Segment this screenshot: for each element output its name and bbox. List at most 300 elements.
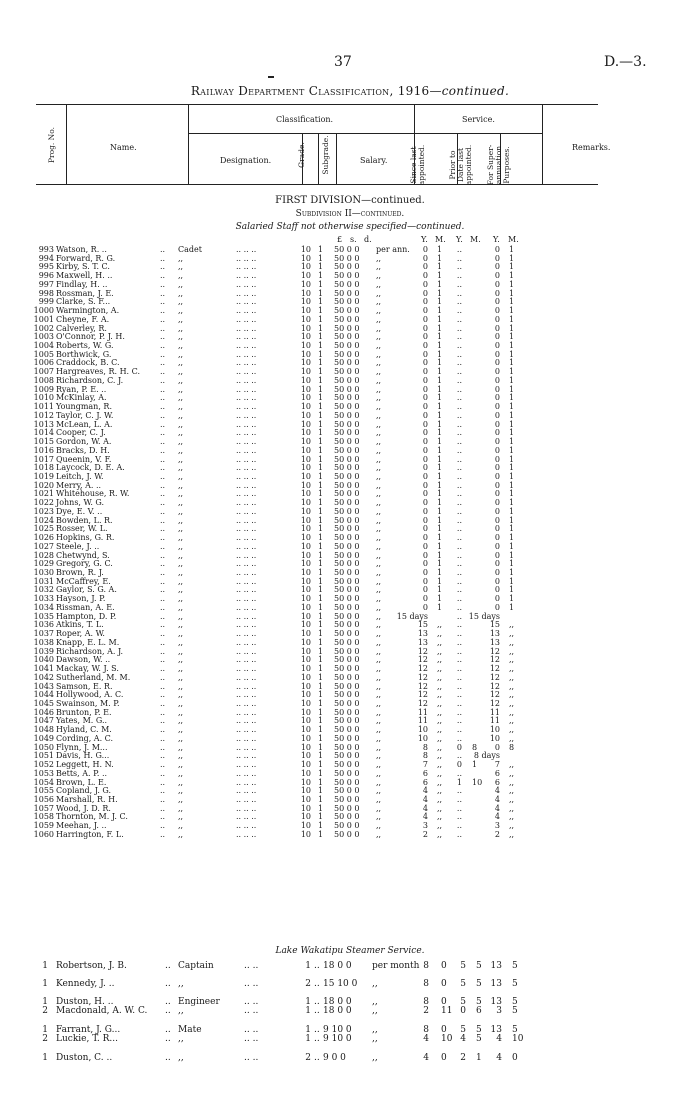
table-row — [0, 831, 700, 839]
unit-shillings: s. — [350, 235, 357, 244]
since-months: ,, — [437, 629, 443, 639]
name: Findlay, H. .. — [56, 279, 108, 289]
grade: 10 — [300, 716, 311, 726]
prog-no: 1049 — [33, 733, 54, 743]
grade: 10 — [300, 672, 311, 682]
super-months: ,, — [509, 777, 515, 787]
running-title-continued: —continued. — [429, 84, 510, 98]
prior-years: .. — [456, 568, 462, 577]
leader-dots: .. .. .. — [236, 576, 257, 586]
since-years: 0 — [422, 463, 428, 473]
since-years: 4 — [423, 1034, 429, 1044]
leader-dots: .. .. .. — [236, 471, 257, 481]
prior-years: .. — [456, 402, 462, 412]
leader-dots: .. .. .. — [236, 332, 257, 342]
designation: ,, — [178, 602, 184, 612]
name: Forward, R. G. — [56, 253, 116, 263]
table-row — [0, 412, 700, 420]
subgrade: 1 — [318, 602, 324, 612]
super-years: 0 — [494, 314, 500, 324]
leader-dots: .. — [160, 262, 166, 272]
prior-months: 8 — [472, 742, 478, 752]
salary-period: ,, — [376, 829, 382, 839]
table-row — [0, 342, 700, 350]
prior-years: .. — [456, 716, 462, 726]
name: Thornton, M. J. C. — [56, 812, 128, 822]
since-months: 1 — [437, 576, 443, 586]
super-months: 1 — [509, 253, 515, 263]
designation: ,, — [178, 533, 184, 543]
prior-years: .. — [456, 821, 462, 831]
name: Cording, A. C. — [56, 733, 114, 743]
salary: 50 0 0 — [334, 515, 360, 525]
since-years: 0 — [422, 568, 428, 577]
leader-dots: .. — [160, 803, 166, 813]
leader-dots: .. .. .. — [236, 306, 257, 316]
super-months: 1 — [509, 332, 515, 342]
designation: ,, — [178, 271, 184, 281]
salary: 9 10 0 — [323, 1025, 352, 1035]
grade: 10 — [300, 489, 311, 499]
super-months: 1 — [509, 384, 515, 394]
leader-dots: .. — [160, 751, 166, 761]
title-ornament — [268, 76, 274, 78]
subgrade: 1 — [318, 637, 324, 647]
grade: 10 — [300, 646, 311, 656]
leader-dots: .. .. .. — [236, 559, 257, 569]
designation: ,, — [178, 367, 184, 377]
salary: 50 0 0 — [334, 698, 360, 708]
prog-no: 1016 — [33, 445, 54, 455]
prior-years: .. — [456, 602, 462, 612]
since-months: 1 — [437, 332, 443, 342]
grade: 10 — [300, 384, 311, 394]
leader-dots: .. — [160, 681, 166, 691]
leader-dots: .. — [160, 533, 166, 543]
name: Mackay, W. J. S. — [56, 664, 119, 674]
subgrade: 1 — [318, 367, 324, 377]
since-months: ,, — [437, 794, 443, 804]
grade: 10 — [300, 611, 311, 621]
leader-dots: .. — [160, 524, 166, 534]
salary-period: ,, — [376, 297, 382, 307]
leader-dots: .. — [160, 541, 166, 551]
since-years: 2 — [422, 829, 428, 839]
prior-years: .. — [456, 707, 462, 717]
salary: 50 0 0 — [334, 786, 360, 796]
since-years: 12 — [417, 664, 428, 674]
salary-period: ,, — [376, 375, 382, 385]
leader-dots: .. .. .. — [236, 279, 257, 289]
designation: Mate — [178, 1025, 202, 1035]
salary: 50 0 0 — [334, 725, 360, 735]
grade: 2 — [305, 1053, 311, 1063]
super-years: 12 — [489, 698, 500, 708]
prior-years: 0 — [460, 1006, 466, 1016]
salary-period: ,, — [376, 629, 382, 639]
service-subrule — [414, 133, 542, 134]
subgrade: 1 — [318, 760, 324, 770]
super-months: ,, — [509, 716, 515, 726]
prior-months: 10 — [472, 777, 483, 787]
prior-years: .. — [456, 393, 462, 403]
leader-dots: .. .. — [244, 979, 259, 989]
name: Borthwick, G. — [56, 349, 112, 359]
name: Brown, L. E. — [56, 777, 107, 787]
designation: ,, — [178, 349, 184, 359]
prior-years: .. — [456, 829, 462, 839]
subgrade: 1 — [318, 314, 324, 324]
prog-no: 1018 — [33, 463, 54, 473]
table-row — [0, 595, 700, 603]
name: Chetwynd, S. — [56, 550, 110, 560]
designation: ,, — [178, 253, 184, 263]
since-months: 1 — [437, 602, 443, 612]
super-months: 8 — [509, 742, 515, 752]
name: Merry, A. .. — [56, 480, 102, 490]
super-months: 0 — [512, 1053, 518, 1063]
super-years: 0 — [494, 550, 500, 560]
designation: ,, — [178, 568, 184, 577]
salary: 50 0 0 — [334, 323, 360, 333]
salary-period: ,, — [376, 498, 382, 508]
since-months: 1 — [437, 533, 443, 543]
since-years: 7 — [422, 760, 428, 770]
leader-dots: .. — [160, 506, 166, 516]
super-months: ,, — [509, 664, 515, 674]
since-years: 0 — [422, 498, 428, 508]
salary: 50 0 0 — [334, 576, 360, 586]
grade: 10 — [300, 690, 311, 700]
prog-no: 1039 — [33, 646, 54, 656]
designation: ,, — [178, 262, 184, 272]
subgrade: 1 — [318, 559, 324, 569]
salary: 50 0 0 — [334, 777, 360, 787]
salary-period: ,, — [376, 690, 382, 700]
prog-no: 1034 — [33, 602, 54, 612]
leader-dots: .. .. .. — [236, 803, 257, 813]
leader-dots: .. — [160, 306, 166, 316]
name: Sutherland, M. M. — [56, 672, 131, 682]
salary-period: ,, — [372, 979, 378, 989]
subgrade: 1 — [318, 629, 324, 639]
super-years: 0 — [494, 568, 500, 577]
table-row — [0, 447, 700, 455]
leader-dots: .. — [160, 646, 166, 656]
since-years: 4 — [422, 794, 428, 804]
table-row — [0, 377, 700, 385]
name: Kirby, S. T. C. — [56, 262, 110, 272]
prior-years: .. — [456, 349, 462, 359]
super-months: 5 — [512, 961, 518, 971]
leader-dots: .. — [160, 698, 166, 708]
leader-dots: .. .. .. — [236, 480, 257, 490]
prior-years: .. — [456, 794, 462, 804]
col-rule-9 — [542, 104, 543, 184]
salary-period: ,, — [376, 463, 382, 473]
designation: ,, — [178, 480, 184, 490]
leader-dots: .. — [160, 471, 166, 481]
prior-years: .. — [456, 576, 462, 586]
leader-dots: .. .. .. — [236, 515, 257, 525]
since-years: 0 — [422, 367, 428, 377]
salary: 18 0 0 — [323, 961, 352, 971]
prior-years: .. — [456, 681, 462, 691]
super-years: 13 — [490, 1025, 502, 1035]
super-years: 4 — [494, 812, 500, 822]
since-months: ,, — [437, 803, 443, 813]
super-months: ,, — [509, 672, 515, 682]
salary-period: ,, — [376, 568, 382, 577]
grade: 10 — [300, 463, 311, 473]
leader-dots: .. — [160, 637, 166, 647]
salary: 50 0 0 — [334, 594, 360, 604]
grade: 10 — [300, 506, 311, 516]
leader-dots: .. — [165, 1006, 171, 1016]
grade: 10 — [300, 751, 311, 761]
since-months: 1 — [437, 341, 443, 351]
super-months: ,, — [509, 681, 515, 691]
designation: ,, — [178, 655, 184, 665]
designation: ,, — [178, 402, 184, 412]
table-row — [0, 639, 700, 647]
prior-years: .. — [456, 288, 462, 298]
salary: 50 0 0 — [334, 454, 360, 464]
salary: 50 0 0 — [334, 629, 360, 639]
leader-dots: .. — [160, 297, 166, 307]
name: Harrington, F. L. — [56, 829, 124, 839]
subgrade: 1 — [318, 803, 324, 813]
prior-months: 5 — [476, 997, 482, 1007]
since-months: 1 — [437, 541, 443, 551]
salary-period: ,, — [376, 279, 382, 289]
since-months: 1 — [437, 253, 443, 263]
prior-years: 2 — [460, 1053, 466, 1063]
subgrade: 1 — [318, 690, 324, 700]
leader-dots: .. .. .. — [236, 253, 257, 263]
prior-years: 5 — [460, 979, 466, 989]
prog-no: 1059 — [33, 821, 54, 831]
leader-dots: .. .. .. — [236, 498, 257, 508]
col-rule-5 — [336, 133, 337, 184]
salary-period: ,, — [376, 672, 382, 682]
salary: 50 0 0 — [334, 358, 360, 368]
prog-no: 1058 — [33, 812, 54, 822]
name: Richardson, C. J. — [56, 375, 124, 385]
since-months: 1 — [437, 358, 443, 368]
leader-dots: .. — [314, 961, 320, 971]
super-years: 0 — [494, 742, 500, 752]
name: Cooper, C. J. — [56, 428, 106, 438]
super-months: ,, — [509, 768, 515, 778]
prog-no: 1001 — [33, 314, 54, 324]
designation: ,, — [178, 428, 184, 438]
grade: 10 — [300, 253, 311, 263]
subgrade: 1 — [318, 480, 324, 490]
prog-no: 1029 — [33, 559, 54, 569]
super-years: 0 — [494, 253, 500, 263]
leader-dots: .. .. — [244, 1025, 259, 1035]
salary: 50 0 0 — [334, 393, 360, 403]
leader-dots: .. .. .. — [236, 384, 257, 394]
prog-no: 1003 — [33, 332, 54, 342]
header-classification: Classification. — [276, 115, 334, 124]
col-rule-4 — [318, 133, 319, 184]
prior-years: .. — [456, 585, 462, 595]
name: Farrant, J. G... — [56, 1025, 121, 1035]
super-months: ,, — [509, 829, 515, 839]
salary-period: ,, — [376, 550, 382, 560]
since-months: 1 — [437, 550, 443, 560]
grade: 10 — [300, 812, 311, 822]
prior-years: .. — [456, 786, 462, 796]
super-months: 1 — [509, 428, 515, 438]
leader-dots: .. — [160, 733, 166, 743]
since-months: 0 — [441, 1053, 447, 1063]
leader-dots: .. .. .. — [236, 794, 257, 804]
super-months: ,, — [509, 646, 515, 656]
prior-years: .. — [456, 419, 462, 429]
salary-period: ,, — [376, 402, 382, 412]
name: O'Connor, P. J. H. — [56, 332, 125, 342]
prog-no: 994 — [38, 253, 54, 263]
grade: 10 — [300, 777, 311, 787]
grade: 10 — [300, 297, 311, 307]
subgrade: 1 — [318, 245, 324, 254]
since-months: 0 — [441, 997, 447, 1007]
leader-dots: .. — [314, 1034, 320, 1044]
since-years: 0 — [422, 541, 428, 551]
subgrade: 1 — [318, 655, 324, 665]
designation: ,, — [178, 760, 184, 770]
salary: 50 0 0 — [334, 742, 360, 752]
salary: 50 0 0 — [334, 637, 360, 647]
super-years: 0 — [494, 594, 500, 604]
leader-dots: .. — [160, 279, 166, 289]
since-months: 1 — [437, 288, 443, 298]
subgrade: 1 — [318, 384, 324, 394]
prog-no: 1004 — [33, 341, 54, 351]
super-months: 1 — [509, 489, 515, 499]
salary-period: ,, — [376, 742, 382, 752]
salary: 50 0 0 — [334, 489, 360, 499]
leader-dots: .. — [160, 358, 166, 368]
since-months: 1 — [437, 384, 443, 394]
subgrade: 1 — [318, 262, 324, 272]
prog-no: 1048 — [33, 725, 54, 735]
name: Hopkins, G. R. — [56, 533, 115, 543]
leader-dots: .. — [160, 768, 166, 778]
prog-no: 1046 — [33, 707, 54, 717]
prog-no: 1054 — [33, 777, 54, 787]
designation: ,, — [178, 445, 184, 455]
since-years: 0 — [422, 245, 428, 254]
super-months: 1 — [509, 279, 515, 289]
super-months: ,, — [509, 620, 515, 630]
prior-years: .. — [456, 629, 462, 639]
salary: 50 0 0 — [334, 541, 360, 551]
name: Flynn, J. M... — [56, 742, 108, 752]
leader-dots: .. .. .. — [236, 611, 257, 621]
designation: ,, — [178, 410, 184, 420]
since-years: 4 — [422, 803, 428, 813]
super-years: 0 — [494, 471, 500, 481]
since-years: 13 — [417, 629, 428, 639]
grade: 10 — [300, 375, 311, 385]
grade: 2 — [305, 979, 311, 989]
since-years: 0 — [422, 602, 428, 612]
prog-no: 1032 — [33, 585, 54, 595]
salary: 50 0 0 — [334, 419, 360, 429]
grade: 10 — [300, 725, 311, 735]
super-months: 1 — [509, 541, 515, 551]
subgrade: 1 — [318, 498, 324, 508]
prior-years: 0 — [456, 742, 462, 752]
leader-dots: .. .. .. — [236, 349, 257, 359]
super-years: 0 — [494, 288, 500, 298]
super-months: 1 — [509, 602, 515, 612]
salary: 50 0 0 — [334, 664, 360, 674]
since-years: 0 — [422, 341, 428, 351]
super-years: 8 days — [473, 751, 500, 761]
name: Hayson, J. P. — [56, 594, 106, 604]
grade: 10 — [300, 402, 311, 412]
designation: ,, — [178, 812, 184, 822]
designation: ,, — [178, 332, 184, 342]
prog-no: 1040 — [33, 655, 54, 665]
salary-period: per ann. — [376, 245, 410, 254]
since-months: ,, — [437, 716, 443, 726]
designation: ,, — [178, 463, 184, 473]
name: Gaylor, S. G. A. — [56, 585, 117, 595]
prior-months: 5 — [476, 961, 482, 971]
super-months: ,, — [509, 786, 515, 796]
grade: 10 — [300, 306, 311, 316]
designation: ,, — [178, 979, 184, 989]
prior-years: .. — [456, 384, 462, 394]
prog-no: 1000 — [33, 306, 54, 316]
table-row — [0, 674, 700, 682]
super-years: 0 — [494, 410, 500, 420]
table-row — [0, 630, 700, 638]
super-years: 0 — [494, 498, 500, 508]
leader-dots: .. .. .. — [236, 358, 257, 368]
running-title-main: Railway Department Classification, 1916 — [190, 84, 430, 98]
salary: 50 0 0 — [334, 568, 360, 577]
prior-years: .. — [456, 637, 462, 647]
salary-period: ,, — [376, 454, 382, 464]
name: Dye, E. V. .. — [56, 506, 103, 516]
name: Whitehouse, R. W. — [56, 489, 130, 499]
designation: ,, — [178, 279, 184, 289]
prior-years: .. — [456, 533, 462, 543]
super-months: 1 — [509, 245, 515, 254]
subgrade: 1 — [318, 768, 324, 778]
prog-no: 1017 — [33, 454, 54, 464]
designation: ,, — [178, 611, 184, 621]
designation: ,, — [178, 733, 184, 743]
prior-years: .. — [456, 445, 462, 455]
leader-dots: .. .. .. — [236, 262, 257, 272]
name: Roberts, W. G. — [56, 341, 114, 351]
prior-years: .. — [456, 463, 462, 473]
salary: 50 0 0 — [334, 821, 360, 831]
prior-years: .. — [456, 690, 462, 700]
designation: ,, — [178, 768, 184, 778]
table-row — [0, 569, 700, 577]
name: Brown, R. J. — [56, 568, 104, 577]
salary-period: ,, — [376, 541, 382, 551]
